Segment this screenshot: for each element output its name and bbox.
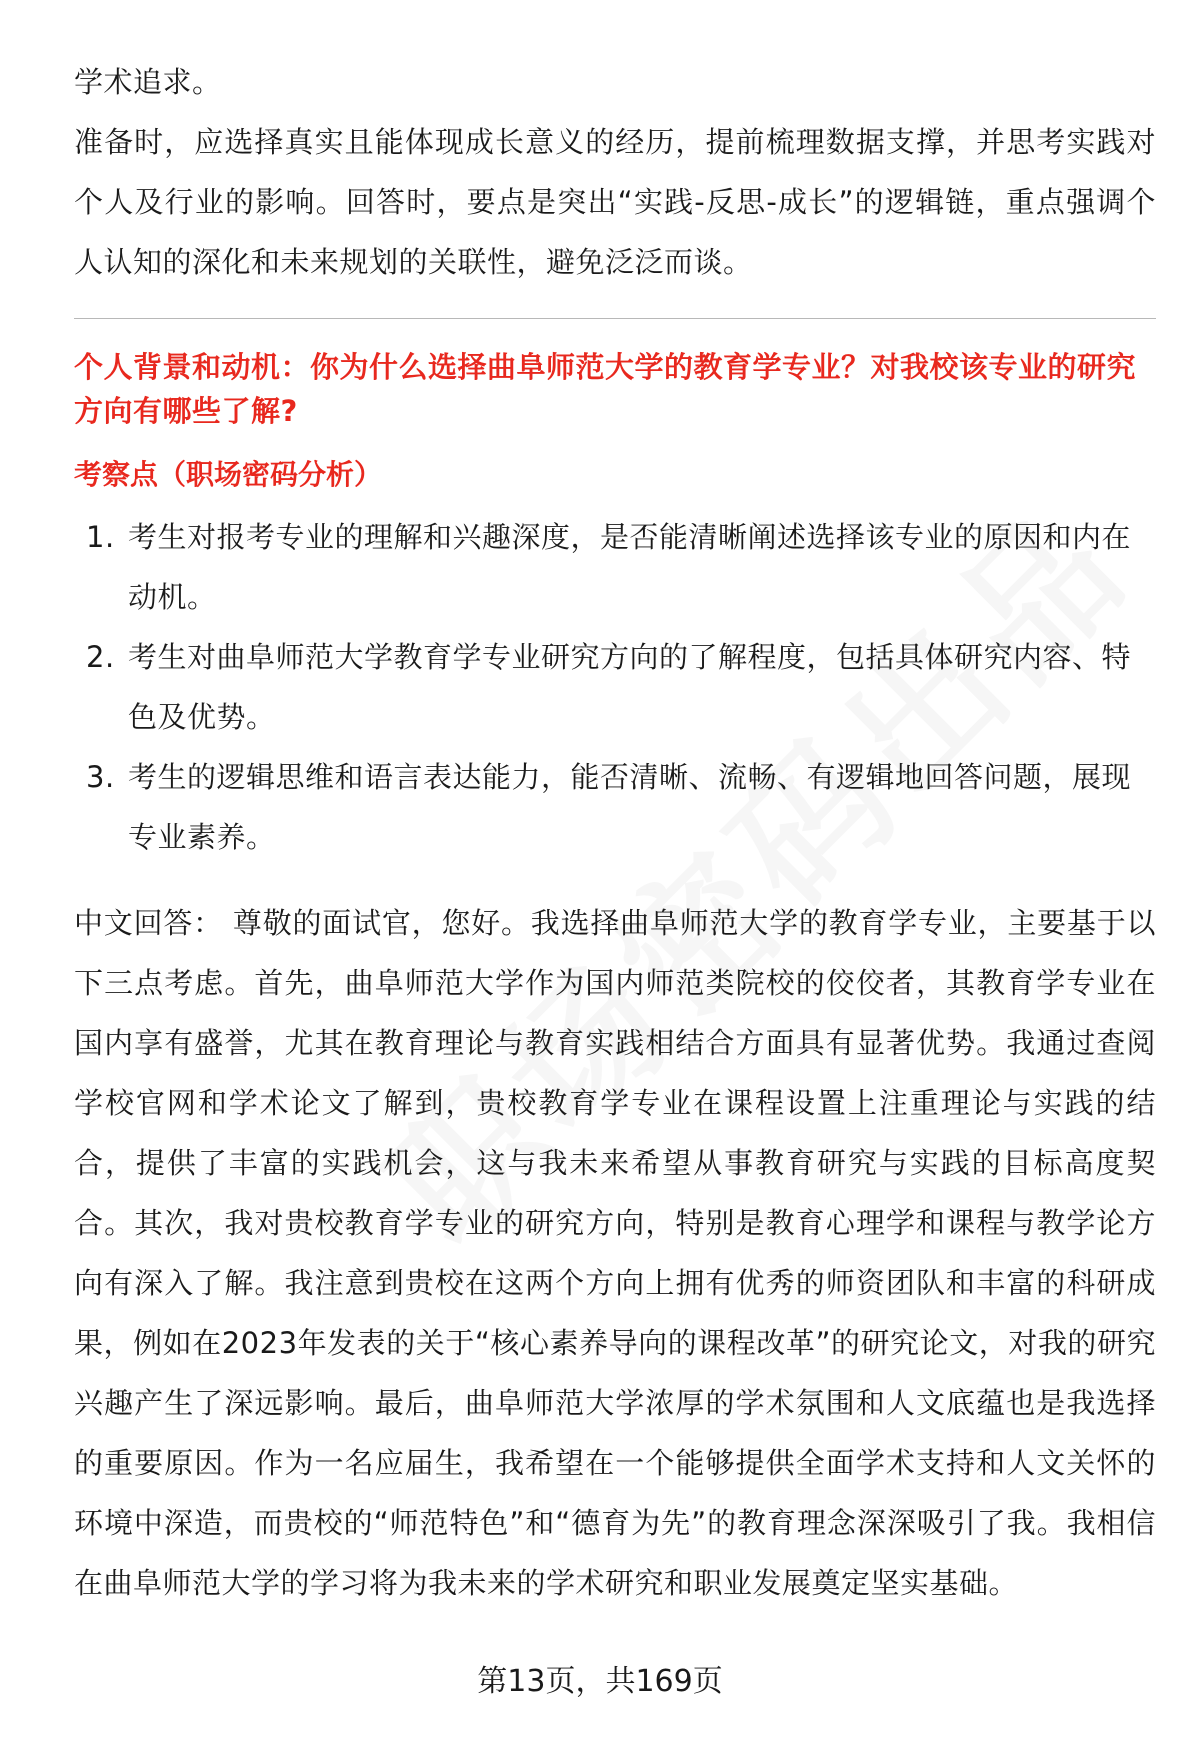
list-item	[74, 747, 1156, 867]
list-item	[74, 627, 1156, 747]
intro-line: 学术追求。	[74, 65, 222, 99]
list-item-number: 3.	[86, 760, 115, 794]
list-item-number: 1.	[86, 520, 115, 554]
assessment-title: 考察点（职场密码分析）	[74, 458, 383, 491]
list-item-text: 考生的逻辑思维和语言表达能力，能否清晰、流畅、有逻辑地回答问题，展现专业素养。	[128, 760, 1132, 854]
list-item-number: 2.	[86, 640, 115, 674]
list-item-text: 考生对曲阜师范大学教育学专业研究方向的了解程度，包括具体研究内容、特色及优势。	[128, 640, 1132, 734]
page-number: 第13页，共169页	[477, 1664, 723, 1699]
section-divider	[74, 318, 1156, 319]
assessment-points	[74, 507, 1156, 867]
intro-paragraph: 准备时，应选择真实且能体现成长意义的经历，提前梳理数据支撑，并思考实践对个人及行业的影响。回答时，要点是突出“实践-反思-成长”的逻辑链，重点强调个人认知的深化和未来规划的关联性，避免泛泛而谈。	[74, 125, 1156, 279]
answer-section	[74, 893, 1156, 1613]
list-item	[74, 507, 1156, 627]
answer-paragraph: 中文回答： 尊敬的面试官，您好。我选择曲阜师范大学的教育学专业，主要基于以下三点考虑。首先，曲阜师范大学作为国内师范类院校的佼佼者，其教育学专业在国内享有盛誉，尤其在教育理论与教育实践相结合方面具有显著优势。我通过查阅学校官网和学术论文了解到，贵校教育学专业在课程设置上注重理论与实践的结合，提供了丰富的实践机会，这与我未来希望从事教育研究与实践的目标高度契合。其次，我对贵校教育学专业的研究方向，特别是教育心理学和课程与教学论方向有深入了解。我注意到贵校在这两个方向上拥有优秀的师资团队和丰富的科研成果，例如在2023年发表的关于“核心素养导向的课程改革”的研究论文，对我的研究兴趣产生了深远影响。最后，曲阜师范大学浓厚的学术氛围和人文底蕴也是我选择的重要原因。作为一名应届生，我希望在一个能够提供全面学术支持和人文关怀的环境中深造，而贵校的“师范特色”和“德育为先”的教育理念深深吸引了我。我相信在曲阜师范大学的学习将为我未来的学术研究和职业发展奠定坚实基础。	[74, 906, 1156, 1600]
list-item-text: 考生对报考专业的理解和兴趣深度，是否能清晰阐述选择该专业的原因和内在动机。	[128, 520, 1132, 614]
page-content	[74, 52, 1156, 1613]
question-title: 个人背景和动机：你为什么选择曲阜师范大学的教育学专业？对我校该专业的研究方向有哪些了解?	[74, 350, 1137, 428]
